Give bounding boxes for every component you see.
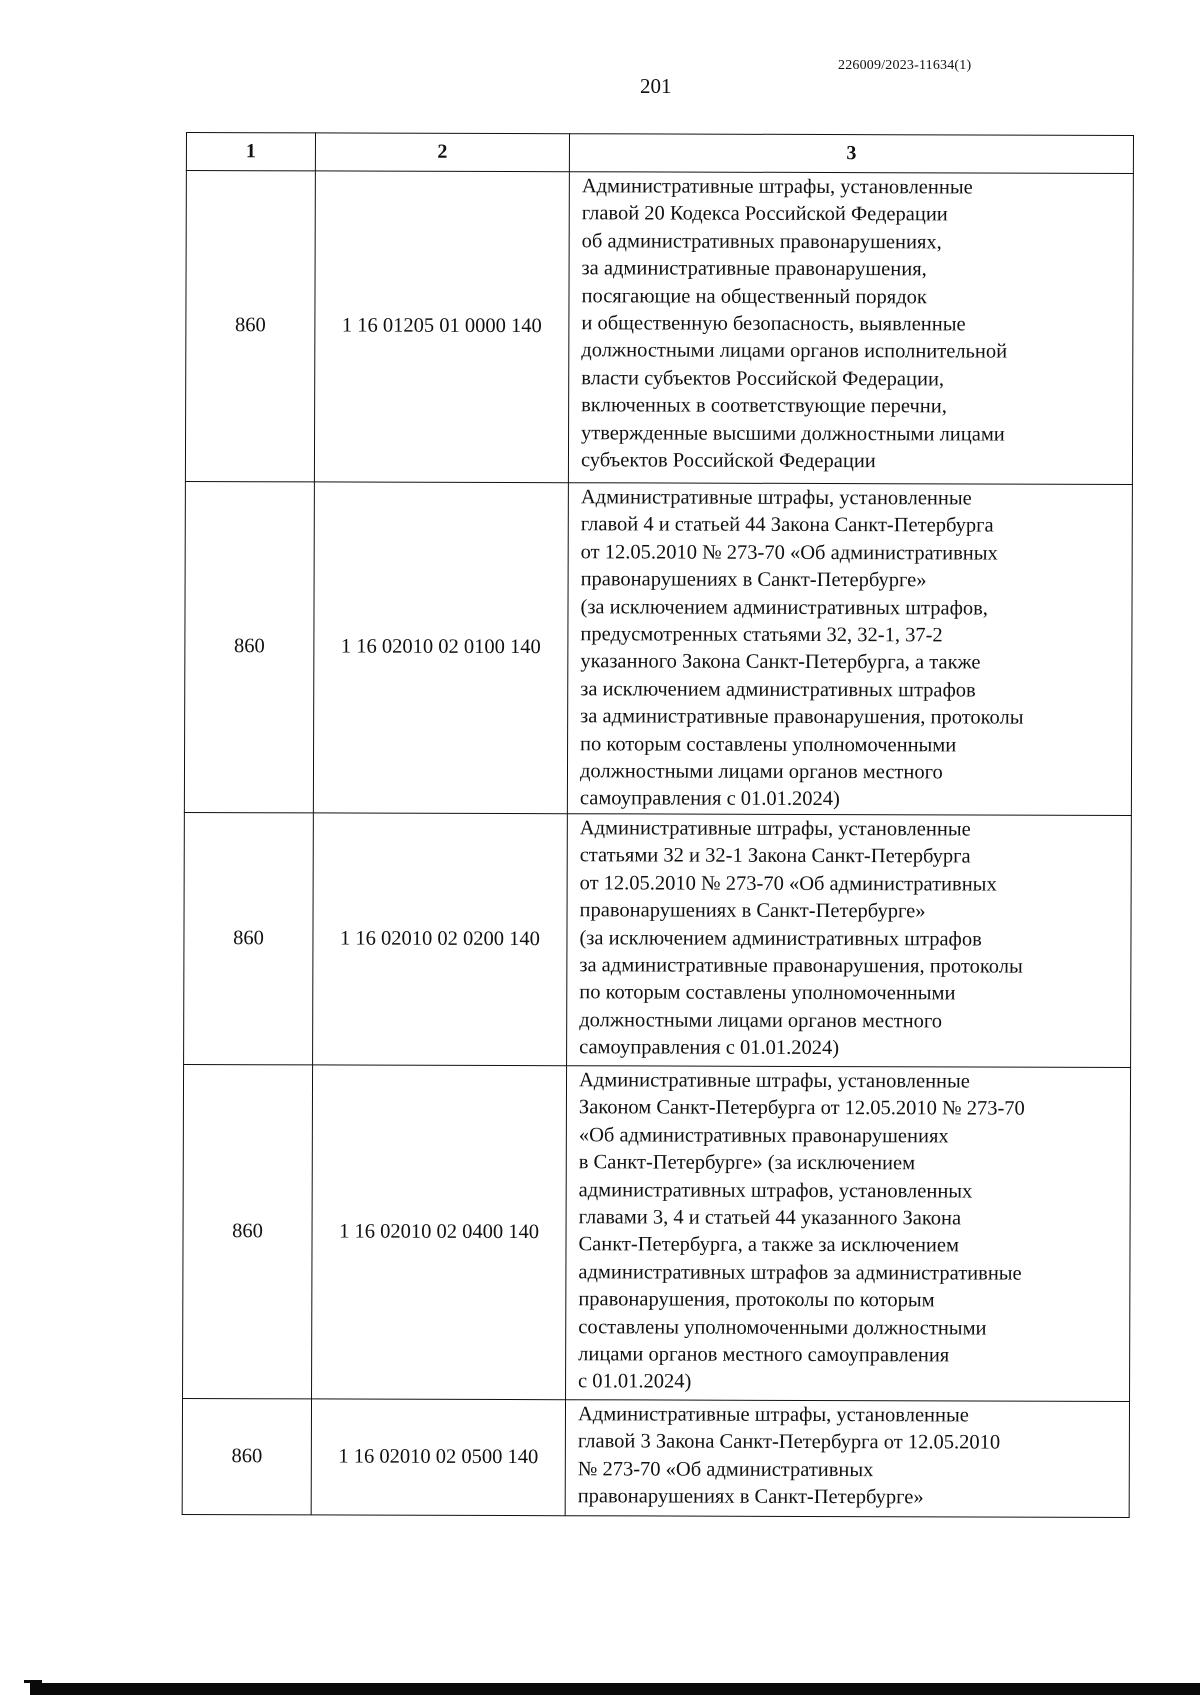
column-header-2: 2 <box>315 133 569 172</box>
description-line: за административные правонарушения, протоколы <box>579 954 1023 978</box>
administrator-code-cell: 860 <box>185 171 315 482</box>
description-line: по которым составлены уполномоченными <box>580 732 957 757</box>
description-line: за административные правонарушения, <box>581 257 927 281</box>
table-body <box>182 171 1133 1518</box>
description-line: (за исключением административных штрафов, <box>580 595 988 620</box>
table-row <box>185 171 1133 485</box>
description-line: указанного Закона Санкт-Петербурга, а также <box>580 650 981 674</box>
description-line: за исключением административных штрафов <box>580 678 976 702</box>
description-line: главой 3 Закона Санкт-Петербурга от 12.05.2010 <box>577 1430 1001 1454</box>
description-line: утвержденные высшими должностными лицами <box>581 421 1005 446</box>
budget-classification-code-cell: 1 16 01205 01 0000 140 <box>314 171 569 483</box>
description-line: Административные штрафы, установленные <box>577 1403 969 1427</box>
column-header-3: 3 <box>569 134 1133 174</box>
description-line: составлены уполномоченными должностными <box>578 1315 987 1340</box>
description-line: за административные правонарушения, протоколы <box>580 705 1024 729</box>
description-line: должностными лицами органов исполнительной <box>581 339 1008 364</box>
description-line: (за исключением административных штрафов <box>579 926 982 951</box>
budget-code-table <box>182 132 1134 1518</box>
description-line: самоуправления с 01.01.2024) <box>579 787 840 811</box>
budget-classification-code-cell: 1 16 02010 02 0100 140 <box>313 482 568 814</box>
description-line: по которым составлены уполномоченными <box>579 981 956 1005</box>
description-line: Санкт-Петербурга, а также за исключением <box>578 1233 960 1257</box>
description-line: включенных в соответствующие перечни, <box>581 394 947 418</box>
description-line: субъектов Российской Федерации <box>580 449 876 473</box>
description-line: власти субъектов Российской Федерации, <box>581 367 945 391</box>
administrator-code-cell: 860 <box>182 1398 311 1514</box>
budget-classification-code-cell: 1 16 02010 02 0500 140 <box>311 1399 565 1516</box>
description-line: главой 4 и статьей 44 Закона Санкт-Петербурга <box>580 513 994 537</box>
revenue-description-cell <box>567 483 1132 816</box>
description-line: правонарушения, протоколы по которым <box>578 1288 935 1312</box>
revenue-description-cell <box>565 1400 1129 1518</box>
table-row <box>182 1398 1129 1517</box>
description-line: статьями 32 и 32-1 Закона Санкт-Петербурга <box>579 844 971 868</box>
description-line: № 273-70 «Об административных <box>577 1457 874 1481</box>
description-line: Административные штрафы, установленные <box>578 1069 970 1093</box>
description-line: должностными лицами органов местного <box>579 1008 943 1033</box>
description-line: предусмотренных статьями 32, 32-1, 37-2 <box>580 623 943 647</box>
description-line: главой 20 Кодекса Российской Федерации <box>581 202 948 226</box>
description-line: Административные штрафы, установленные <box>579 817 971 841</box>
revenue-description-cell <box>567 814 1132 1068</box>
administrator-code-cell: 860 <box>184 812 314 1064</box>
description-line: самоуправления с 01.01.2024) <box>579 1036 840 1060</box>
description-line: Административные штрафы, установленные <box>581 175 973 199</box>
scan-border-bar <box>30 1683 1200 1695</box>
description-line: должностными лицами органов местного <box>579 760 943 784</box>
description-line: от 12.05.2010 № 273-70 «Об административных <box>580 541 998 565</box>
description-line: от 12.05.2010 № 273-70 «Об административных <box>579 871 997 896</box>
description-line: административных штрафов, установленных <box>578 1178 973 1202</box>
document-registration-number: 226009/2023-11634(1) <box>838 58 972 73</box>
description-line: «Об административных правонарушениях <box>578 1123 949 1148</box>
budget-classification-code-cell: 1 16 02010 02 0200 140 <box>313 813 568 1066</box>
description-line: административных штрафов за административные <box>578 1260 1022 1285</box>
description-line: лицами органов местного самоуправления <box>578 1343 950 1367</box>
description-line: в Санкт-Петербурге» (за исключением <box>578 1151 916 1175</box>
description-line: об административных правонарушениях, <box>581 230 942 254</box>
description-line: главами 3, 4 и статьей 44 указанного Закона <box>578 1206 962 1230</box>
table-row <box>183 1064 1131 1401</box>
administrator-code-cell: 860 <box>183 1064 313 1398</box>
budget-classification-code-cell: 1 16 02010 02 0400 140 <box>312 1065 567 1400</box>
description-line: и общественную безопасность, выявленные <box>581 312 966 336</box>
description-line: правонарушениях в Санкт-Петербурге» <box>579 899 926 923</box>
revenue-description-cell <box>568 172 1133 485</box>
table-row <box>184 481 1132 815</box>
administrator-code-cell: 860 <box>184 481 314 812</box>
description-line: с 01.01.2024) <box>578 1370 692 1393</box>
description-line: правонарушениях в Санкт-Петербурге» <box>580 568 927 592</box>
description-line: Законом Санкт-Петербурга от 12.05.2010 № 273-70 <box>578 1096 1025 1120</box>
description-line: правонарушениях в Санкт-Петербурге» <box>577 1485 924 1509</box>
description-line: посягающие на общественный порядок <box>581 284 927 308</box>
page-number: 201 <box>640 74 672 98</box>
table-row <box>184 812 1132 1067</box>
description-line: Административные штрафы, установленные <box>580 486 972 510</box>
column-header-1: 1 <box>186 133 315 171</box>
table-header-row <box>186 133 1133 174</box>
revenue-description-cell <box>566 1066 1131 1402</box>
